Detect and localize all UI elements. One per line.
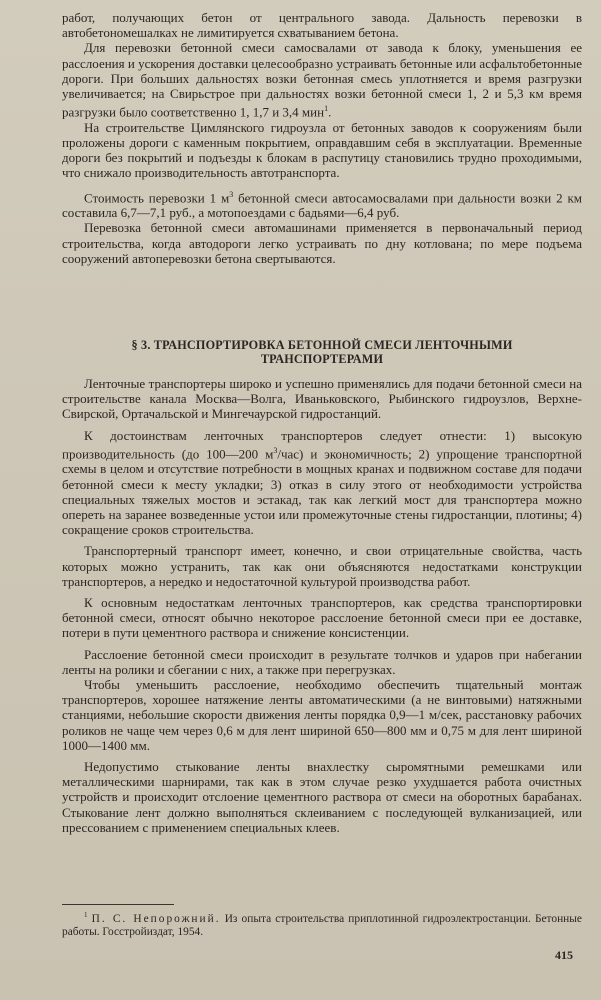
- paragraph: Для перевозки бетонной смеси самосвалами от завода к блоку, уменьшения ее расслоения и ускорения доставки целесообразно устраивать бетонные или асфальтобетонные дороги. При больших дальностях возки бетонная смесь уплотняется и время разгрузки увеличивается; на Свирьстрое при дальностях возки бетонной смеси 1, 2 и 5,3 км время разгрузки было соответственно 1, 1,7 и 3,4 мин$^1$.: [62, 40, 582, 120]
- paragraph: Ленточные транспортеры широко и успешно применялись для подачи бетонной смеси на строительстве канала Москва—Волга, Иваньковского, Рыбинского гидроузлов, Верхне-Свирской, Ортачальской и Мингечаурской гидростанций.: [62, 376, 582, 422]
- page-number: 415: [555, 948, 573, 962]
- footnote-author: П. С. Непорожний.: [91, 912, 221, 925]
- paragraph-text: Для перевозки бетонной смеси самосвалами от завода к блоку, уменьшения ее расслоения и ускорения доставки целесообразно устраивать бетонные или асфальтобетонные дороги. При больших дальностях возки бетонная смесь уплотняется и время разгрузки увеличивается; на Свирьстрое при дальностях возки бетонной смеси 1, 2 и 5,3 км время разгрузки было соответственно 1, 1,7 и 3,4 мин: [62, 40, 582, 120]
- paragraph-text: /час) и экономичность; 2) упрощение транспортной схемы в целом и отсутствие потребности в мощных кранах и подвижном составе для подачи бетонной смеси к месту укладки; 3) отказ в силу этого от необходимости устройства специальных тяжелых мостов и эстакад, так как легкий мост для транспортера можно опереть на заранее возведенные устои или промежуточные стены гидростанции, плотины; 4) сокращение сроков строительства.: [62, 446, 582, 538]
- paragraph-text: бетонной смеси автосамосвалами при дальности возки 2 км составила 6,7—7,1 руб., а мотопоездами с бадьями—6,4 руб.: [62, 189, 582, 221]
- section-body: [62, 376, 582, 835]
- paragraph: Недопустимо стыкование ленты внахлестку сыромятными ремешками или металлическими шарнирами, так как в этом случае резко ухудшается работа очистных устройств и происходит отслоение цементного раствора от смеси на оборотных барабанах. Стыкование лент должно выполняться склеиванием с последующей вулканизацией, или прессованием с применением специальных клеев.: [62, 759, 582, 835]
- superscript: 3: [273, 445, 278, 455]
- heading-line: ТРАНСПОРТЕРАМИ: [260, 352, 384, 366]
- footnote-ref: 1: [324, 104, 329, 114]
- paragraph: Чтобы уменьшить расслоение, необходимо обеспечить тщательный монтаж транспортеров, хорошее натяжение ленты автоматическими (а не винтовыми) натяжными станциями, небольшие скорости движения ленты порядка 0,9—1 м/сек, расстановку рабочих роликов не чаще чем через 0,6 м для лент шириной 650—800 мм и 0,75 м для лент шириной 1000—1400 мм.: [62, 676, 582, 753]
- section-heading: [62, 338, 582, 366]
- paragraph: К основным недостаткам ленточных транспортеров, как средства транспортировки бетонной смеси, относят обычно некоторое расслоение бетонной смеси при ее доставке, потери в пути цементного раствора и снижение консистенции.: [62, 594, 582, 641]
- footnote-text: [62, 909, 582, 940]
- paragraph: На строительстве Цимлянского гидроузла от бетонных заводов к сооружениям были проложены дороги с каменным покрытием, оправдавшим себя в эксплуатации. Временные дороги без покрытий и подъезды к блокам в распутицу становились трудно проходимыми, что снижало производительность автотранспорта.: [62, 119, 582, 181]
- footnote-mark: 1: [84, 911, 88, 919]
- paragraph: [62, 428, 582, 538]
- footnote-body: Из опыта строительства приплотинной гидроэлектростанции. Бетонные работы. Госстройиздат, 1954.: [62, 912, 582, 939]
- paragraph: работ, получающих бетон от центрального завода. Дальность перевозки в автобетономешалках не лимитируется схватыванием бетона.: [62, 10, 582, 41]
- heading-line: § 3. ТРАНСПОРТИРОВКА БЕТОННОЙ СМЕСИ ЛЕНТОЧНЫМИ: [131, 338, 513, 352]
- paragraph: [62, 187, 582, 221]
- paragraph-text: Стоимость перевозки 1 м: [84, 189, 230, 205]
- text-column: [62, 10, 582, 266]
- paragraph: Перевозка бетонной смеси автомашинами применяется в первоначальный период строительства, когда автодороги легко устраивать по дну котлована; по мере подъема сооружений автоперевозки бетона свертываются.: [62, 220, 582, 266]
- paragraph: Транспортерный транспорт имеет, конечно, и свои отрицательные свойства, часть которых можно устранить, так как они объясняются недостатками конструкции транспортеров, а нередко и недостаточной культурой производства работ.: [62, 543, 582, 589]
- paragraph: Расслоение бетонной смеси происходит в результате толчков и ударов при набегании ленты на ролики и сбегании с них, а также при перегрузках.: [62, 646, 582, 677]
- superscript: 3: [229, 189, 234, 199]
- paragraph-text: К достоинствам ленточных транспортеров следует отнести: 1) высокую производительность (до 100—200 м: [62, 427, 582, 462]
- footnote: [62, 904, 582, 940]
- footnote-rule: [62, 904, 174, 905]
